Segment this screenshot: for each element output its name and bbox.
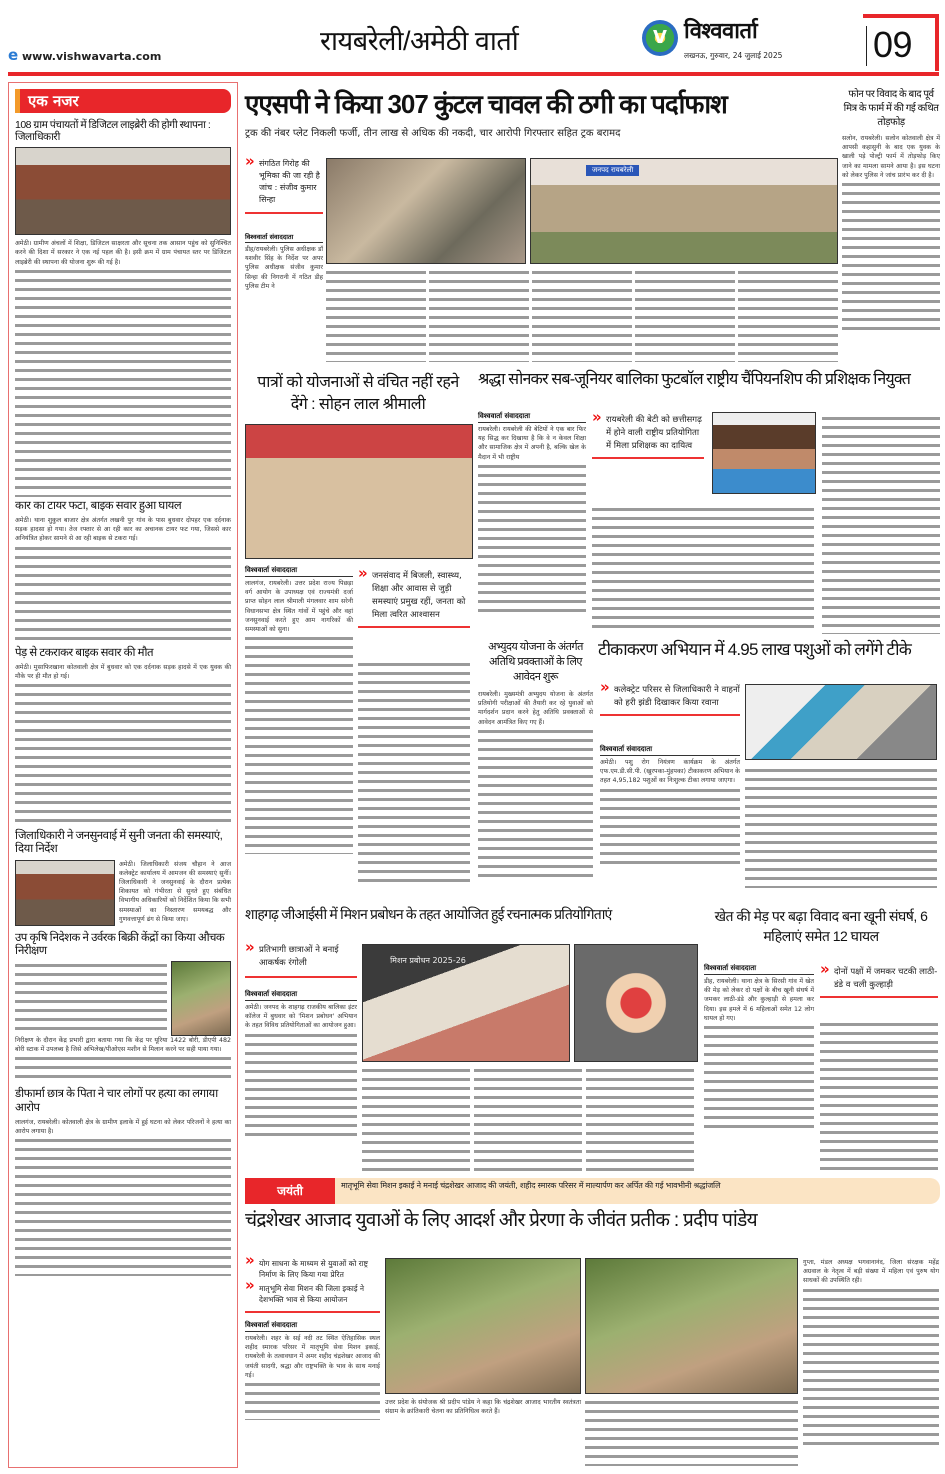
story-title: उप कृषि निदेशक ने उर्वरक बिक्री केंद्रों का किया औचक निरीक्षण (15, 931, 225, 957)
byline: विश्ववार्ता संवाददाता (600, 745, 740, 756)
byline: विश्ववार्ता संवाददाता (245, 990, 357, 1001)
abhyuday-text-col (478, 690, 593, 877)
jayanti-body: रायबरेली। शहर के सई नदी तट स्थित ऐतिहासिक स्थल शहीद स्मारक परिसर में मातृभूमि सेवा मिशन इकाई, रायबरेली के तत्वावधान में अमर शहीद चंद्रशेखर आजाद की जयंती सादगी, श्रद्धा और राष्ट्रभक्ति के भाव के साथ मनाई गई। (245, 1335, 380, 1379)
jayanti-kickers (245, 1258, 380, 1420)
jayanti-kicker: » योग साधना के माध्यम से युवाओं को राष्ट्र निर्माण के लिए किया गया प्रेरित (245, 1258, 380, 1280)
shraddha-body: रायबरेली। रायबरेली की बेटियों ने एक बार फिर यह सिद्ध कर दिखाया है कि वे न केवल शिक्षा और सामाजिक क्षेत्र में अपनी है, बल्कि खेल के मैदान में भी राष्ट्रीय (478, 426, 586, 461)
jayanti-right-col (803, 1258, 939, 1446)
shraddha-text-col (478, 412, 586, 612)
police-photo (326, 158, 526, 264)
left-column (8, 82, 238, 1468)
lead-body-lines (326, 268, 838, 362)
arrest-photo (530, 158, 838, 264)
ek-nazar-tag: एक नजर (15, 89, 231, 113)
jayanti-body2: उत्तर प्रदेश के संयोजक श्री प्रदीप पांडेय ने कहा कि चंद्रशेखर आजाद भारतीय स्वतंत्रता संग्राम के क्रांतिकारी चेतना का प्रतिनिधित्व करते हैं। (385, 1399, 581, 1416)
shahgarh-kicker: » प्रतिभागी छात्राओं ने बनाई आकर्षक रंगोली (245, 944, 357, 970)
header-rule (8, 72, 939, 76)
classroom-photo (362, 944, 570, 1062)
khet-kicker-box (820, 966, 938, 998)
sohan-kicker-box (358, 570, 470, 628)
byline: विश्ववार्ता संवाददाता (478, 412, 586, 423)
story-body: लालगंज, रायबरेली। कोतवाली क्षेत्र के ग्रामीण इलाके में हुई घटना को लेकर परिजनों ने हत्या का आरोप लगाया है। (15, 1118, 231, 1136)
jayanti-kicker: » मातृभूमि सेवा मिशन की जिला इकाई ने देशभक्ति भाव से किया आयोजन (245, 1283, 380, 1313)
shahgarh-headline: शाहगढ़ जीआईसी में मिशन प्रबोधन के तहत आयोजित हुई रचनात्मक प्रतियोगिताएं (245, 906, 612, 922)
sohan-headline: पात्रों को योजनाओं से वंचित नहीं रहने देंगे : सोहन लाल श्रीमाली (257, 374, 459, 413)
abhyuday-body: रायबरेली। मुख्यमंत्री अभ्युदय योजना के अंतर्गत प्रतियोगी परीक्षाओं की तैयारी कर रहे युवाओं को मार्गदर्शन प्रदान करने हेतु अतिथि प्रवक्ताओं से आवेदन आमंत्रित किए गए हैं। (478, 691, 593, 726)
yoga-photo (385, 1258, 581, 1394)
lead-headline: एएसपी ने किया 307 कुंटल चावल की ठगी का पर्दाफाश (245, 89, 727, 119)
jayanti-strap: मातृभूमि सेवा मिशन इकाई ने मनाई चंद्रशेखर आजाद की जयंती, शहीद स्मारक परिसर में माल्यार्पण कर अर्पित की गई भावभीनी श्रद्धांजलि (341, 1181, 721, 1190)
khet-body-lines (820, 1020, 938, 1172)
khet-body-lines (704, 1023, 814, 1133)
dateline: लखनऊ, गुरुवार, 24 जुलाई 2025 (684, 51, 783, 60)
story-body-lines (15, 1136, 231, 1276)
sohan-body-lines (245, 634, 353, 854)
sohan-body: लालगंज, रायबरेली। उत्तर प्रदेश राज्य पिछड़ा वर्ग आयोग के उपाध्यक्ष एवं राज्यमंत्री दर्जा प्राप्त सोहन लाल श्रीमाली मंगलवार शाम सरेनी विधानसभा क्षेत्र स्थित गांवों में पहुंचे और वहां जनसुनवाई करते हुए आम नागरिकों की समस्याओं को सुना। (245, 580, 353, 634)
shahgarh-body-lines (245, 1031, 357, 1141)
lead-subhead: ट्रक की नंबर प्लेट निकली फर्जी, तीन लाख से अधिक की नकदी, चार आरोपी गिरफ्तार सहित ट्रक बरामद (245, 128, 621, 139)
web-icon: e (8, 46, 19, 64)
vaccination-body: अमेठी। पशु रोग नियंत्रण कार्यक्रम के अंतर्गत एफ.एम.डी.सी.पी. (खुरपका-मुंहपका) टीकाकरण अभियान के तहत 4,95,182 पशुओं का निःशुल्क टीका लगाया जाएगा। (600, 759, 740, 785)
page-divider (866, 26, 867, 66)
shraddha-body-lines (592, 505, 814, 633)
story-body: अमेठी। ग्रामीण अंचलों में शिक्षा, डिजिटल साक्षरता और सूचना तक आसान पहुंच को सुनिश्चित करने की दिशा में सरकार ने एक नई पहल की है। इसी क्रम में ग्राम पंचायत स्तर पर डिजिटल लाइब्रेरी की स्थापना की योजना शुरू की गई है। (15, 240, 231, 266)
story-body-lines (15, 961, 167, 1036)
lead-body: डीह/रायबरेली। पुलिस अधीक्षक डॉ यशवीर सिंह के निर्देश पर अपर पुलिस अधीक्षक संजीव कुमार सिन्हा की निगरानी में गठित डीह पुलिस टीम ने (245, 246, 323, 290)
shahgarh-body-lines (362, 1066, 698, 1172)
story-title: कार का टायर फटा, बाइक सवार हुआ घायल (15, 499, 182, 512)
sohan-text-col (245, 566, 353, 854)
sohan-kicker: » जनसंवाद में बिजली, स्वास्थ्य, शिक्षा और आवास से जुड़ी समस्याएं प्रमुख रहीं, जनता को मिला त्वरित आश्वासन (358, 570, 470, 622)
story-title: 108 ग्राम पंचायतों में डिजिटल लाइब्रेरी की होगी स्थापना : जिलाधिकारी (15, 119, 211, 144)
vaccination-body-lines (745, 766, 937, 888)
jayanti-headline: चंद्रशेखर आजाद युवाओं के लिए आदर्श और प्रेरणा के जीवंत प्रतीक : प्रदीप पांडेय (245, 1210, 757, 1231)
khet-text-col (704, 964, 814, 1133)
story-body: अमेठी। थाना शुकुल बाजार क्षेत्र अंतर्गत लखनी पुर गांव के पास बुधवार दोपहर एक दर्दनाक सड़क हादसा हो गया। तेज रफ्तार से आ रही कार का अचानक टायर फट गया, जिससे कार अनियंत्रित होकर सामने से आ रही बाइक से टकरा गई। (15, 516, 231, 543)
story-body-lines (15, 681, 231, 826)
officer-photo (171, 961, 231, 1036)
shraddha-kicker-box (592, 414, 704, 459)
shahgarh-body: अमेठी। जनपद के शाहगढ़ राजकीय बालिका इंटर कॉलेज में बुधवार को 'मिशन प्रबोधन' अभियान के तहत विविध प्रतियोगिताओं का आयोजन हुआ। (245, 1004, 357, 1030)
jayanti-body-lines (803, 1286, 939, 1446)
vaccination-kicker: » कलेक्ट्रेट परिसर से जिलाधिकारी ने वाहनों को हरी झंडी दिखाकर किया रवाना (600, 684, 740, 710)
vaccination-text-col (600, 745, 740, 866)
rangoli-photo (574, 944, 698, 1062)
story-body-lines (15, 544, 231, 644)
vaccination-kicker-box (600, 684, 740, 716)
story-title: जिलाधिकारी ने जनसुनवाई में सुनी जनता की समस्याएं, दिया निर्देश (15, 830, 223, 856)
byline: विश्ववार्ता संवाददाता (704, 964, 814, 975)
shraddha-photo (712, 412, 816, 494)
tribute-photo (585, 1258, 798, 1394)
story-body: निरीक्षण के दौरान केंद्र प्रभारी द्वारा बताया गया कि केंद्र पर यूरिया 1422 बोरी, डीएपी 482 बोरी स्टाक में उपलब्ध है जिसे अभिलेख/पीओएस मशीन से मिलान करने पर सही पाया गया। (15, 1037, 231, 1054)
felicitation-photo (245, 424, 473, 559)
photo-banner: जनपद रायबरेली (586, 165, 639, 176)
khet-headline: खेत की मेड़ पर बढ़ा विवाद बना खूनी संघर्ष, 6 महिलाएं समेत 12 घायल (714, 908, 928, 944)
byline: विश्ववार्ता संवाददाता (245, 566, 353, 577)
shraddha-kicker: » रायबरेली की बेटी को छत्तीसगढ़ में होने वाली राष्ट्रीय प्रतियोगिता में मिला प्रशिक्षक का दायित्व (592, 414, 704, 453)
jayanti-banner (245, 1178, 940, 1204)
janasunwai-photo (15, 860, 115, 926)
side-story (842, 88, 940, 330)
khet-kicker: » दोनों पक्षों में जमकर चटकी लाठी-डंडे व चली कुल्हाड़ी (820, 966, 938, 992)
abhyuday-headline: अभ्युदय योजना के अंतर्गत अतिथि प्रवक्ताओं के लिए आवेदन शुरू (488, 641, 583, 683)
story-body: अमेठी। जिलाधिकारी संजय चौहान ने आज कलेक्ट्रेट कार्यालय में आमजन की समस्याएं सुनीं। जिलाधिकारी ने जनसुनवाई के दौरान प्रत्येक शिकायत को गंभीरता से सुनते हुए संबंधित विभागीय अधिकारियों को निर्देशित किया कि सभी समस्याओं का निस्तारण समयबद्ध और गुणवत्तापूर्ण ढंग से किया जाए। (119, 860, 231, 923)
jayanti-body-lines (585, 1398, 798, 1466)
shahgarh-text-col (245, 990, 357, 1141)
masthead (0, 0, 945, 75)
website-url[interactable]: www.vishwavarta.com (22, 50, 162, 63)
vaccination-headline: टीकाकरण अभियान में 4.95 लाख पशुओं को लगेंगे टीके (598, 640, 911, 659)
side-body: सलोन, रायबरेली। सलोन कोतवाली क्षेत्र में आपसी कहासुनी के बाद एक युवक के खाली पड़े पोल्ट्री फार्म में तोड़फोड़ किए जाने का मामला सामने आया है। इस घटना को लेकर पुलिस ने जांच प्रारंभ कर दी है। (842, 135, 940, 179)
brand-name: विश्ववार्ता (684, 18, 758, 43)
story-body-lines (15, 267, 231, 497)
story-body: अमेठी। मुसाफिरखाना कोतवाली क्षेत्र में बुधवार को एक दर्दनाक सड़क हादसे में एक युवक की मौके पर ही मौत हो गई। (15, 663, 231, 680)
shraddha-body-lines (822, 414, 940, 634)
page-number: 09 (873, 24, 913, 65)
section-title: रायबरेली/अमेठी वार्ता (320, 26, 519, 56)
side-headline: फोन पर विवाद के बाद पूर्व मित्र के फार्म में की गई कथित तोड़फोड़ (843, 89, 939, 128)
shraddha-headline: श्रद्धा सोनकर सब-जूनियर बालिका फुटबॉल राष्ट्रीय चैंपियनशिप की प्रशिक्षक नियुक्त (478, 371, 911, 388)
byline: विश्ववार्ता संवाददाता (245, 232, 323, 243)
board-text: मिशन प्रबोधन 2025-26 (390, 956, 466, 965)
story-body-lines (15, 1054, 231, 1084)
story-title: पेड़ से टकराकर बाइक सवार की मौत (15, 646, 154, 659)
byline: विश्ववार्ता संवाददाता (245, 1321, 380, 1332)
flag-off-photo (745, 684, 937, 760)
lead-kicker-box (245, 158, 323, 214)
jayanti-tag: जयंती (245, 1178, 335, 1204)
vaccination-body-lines (600, 786, 740, 866)
sohan-body-lines (358, 660, 470, 888)
khet-body: डीह, रायबरेली। थाना क्षेत्र के सिरसी गांव में खेत की मेड़ को लेकर दो पक्षों के बीच खूनी संघर्ष में जमकर लाठी-डंडे और कुल्हाड़ी से हमला कर दिया। इस हमले में 6 महिलाओं समेत 12 लोग घायल हो गए। (704, 978, 814, 1022)
meeting-photo (15, 147, 231, 235)
brand-logo-icon: V (642, 20, 678, 56)
jayanti-body-lines (245, 1380, 380, 1420)
lead-kicker: » संगठित गिरोह की भूमिका की जा रही है जांच : संजीव कुमार सिन्हा (245, 158, 323, 206)
abhyuday-body-lines (478, 727, 593, 877)
lead-text-col (245, 232, 323, 291)
shraddha-body-lines (478, 462, 586, 612)
side-body-lines (842, 180, 940, 330)
jayanti-body3: गुप्ता, मंडल अध्यक्ष भगवानानंद, जिला संरक्षक महेंद्र अग्रवाल के नेतृत्व में बड़ी संख्या में महिला एवं पुरुष योग साधकों की उपस्थिति रही। (803, 1259, 939, 1285)
story-title: डीफार्मा छात्र के पिता ने चार लोगों पर हत्या का लगाया आरोप (15, 1088, 218, 1114)
shahgarh-kicker-box (245, 944, 357, 978)
